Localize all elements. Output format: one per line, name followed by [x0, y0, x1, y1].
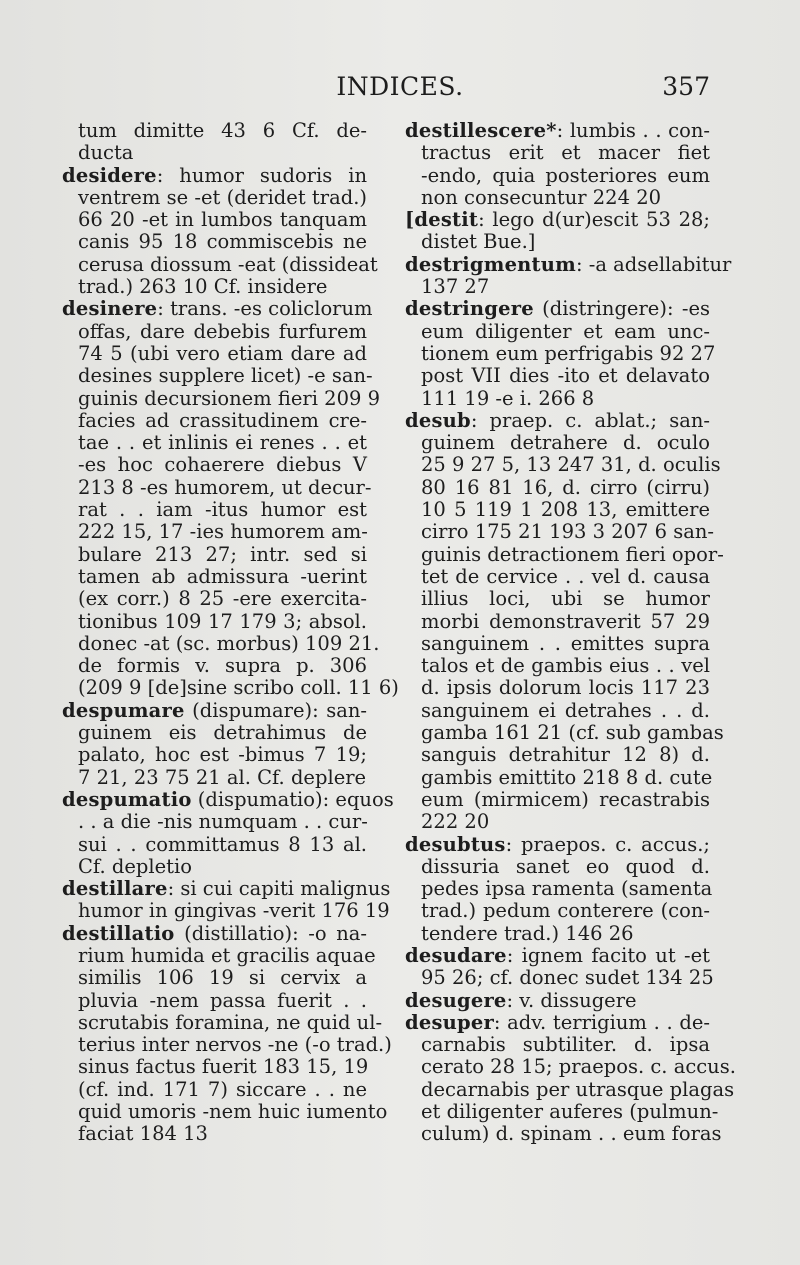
index-line: despumatio (dispumatio): equos	[62, 787, 394, 811]
index-line: rat . . iam -itus humor est	[78, 498, 367, 522]
index-line: distet Bue.]	[421, 230, 536, 254]
index-line: illius loci, ubi se humor	[421, 587, 710, 611]
index-line: trad.) pedum conterere (con-	[421, 899, 710, 923]
index-line: (cf. ind. 171 7) siccare . . ne	[78, 1077, 367, 1101]
index-line: quid umoris -nem huic iumento	[78, 1100, 388, 1124]
index-line: 213 8 -es humorem, ut decur-	[78, 475, 372, 499]
index-line: 222 15, 17 -ies humorem am-	[78, 520, 368, 544]
headword: desugere	[405, 988, 507, 1012]
index-line: despumare (dispumare): san-	[62, 698, 367, 722]
headword: destillatio	[62, 921, 175, 945]
headword: desinere	[62, 297, 158, 321]
index-line: offas, dare debebis furfurem	[78, 319, 367, 343]
index-line: desidere: humor sudoris in	[62, 163, 367, 187]
index-line: 111 19 -e i. 266 8	[421, 386, 595, 410]
index-line: desines supplere licet) -e san-	[78, 364, 373, 388]
index-line: cerusa diossum -eat (dissideat	[78, 252, 378, 276]
index-line: pluvia -nem passa fuerit . .	[78, 988, 367, 1012]
index-line: non consecuntur 224 20	[421, 185, 662, 209]
index-line: eum diligenter et eam unc-	[421, 319, 710, 343]
index-line: palato, hoc est -bimus 7 19;	[78, 743, 367, 767]
index-line: post VII dies -ito et delavato	[421, 364, 710, 388]
index-line: destrigmentum: -a adsellabitur	[405, 252, 732, 276]
index-line: cirro 175 21 193 3 207 6 san-	[421, 520, 714, 544]
index-line: rium humida et gracilis aquae	[78, 943, 376, 967]
index-line: 80 16 81 16, d. cirro (cirru)	[421, 475, 710, 499]
index-line: -es hoc cohaerere diebus V	[78, 453, 367, 477]
index-line: culum) d. spinam . . eum foras	[421, 1122, 722, 1146]
index-line: 66 20 -et in lumbos tanquam	[78, 208, 367, 232]
index-line: 25 9 27 5, 13 247 31, d. oculis	[421, 453, 721, 477]
index-line: -endo, quia posteriores eum	[421, 163, 710, 187]
index-line: et diligenter auferes (pulmun-	[421, 1100, 719, 1124]
headword: despumare	[62, 698, 185, 722]
index-line: humor in gingivas -verit 176 19	[78, 899, 390, 923]
index-line: tet de cervice . . vel d. causa	[421, 564, 710, 588]
index-line: trad.) 263 10 Cf. insidere	[78, 275, 328, 299]
index-line: desudare: ignem facito ut -et	[405, 943, 710, 967]
running-head: INDICES.	[336, 72, 464, 101]
index-line: faciat 184 13	[78, 1122, 208, 1146]
index-line: tamen ab admissura -uerint	[78, 564, 367, 588]
index-line: sanguinem . . emittes supra	[421, 631, 710, 655]
index-line: sinus factus fuerit 183 15, 19	[78, 1055, 369, 1079]
index-line: sanguinem ei detrahes . . d.	[421, 698, 710, 722]
index-line: terius inter nervos -ne (-o trad.)	[78, 1033, 392, 1057]
index-line: facies ad crassitudinem cre-	[78, 408, 367, 432]
index-line: guinis decursionem fieri 209 9	[78, 386, 381, 410]
index-line: desinere: trans. -es coliclorum	[62, 297, 373, 321]
index-line: de formis v. supra p. 306	[78, 654, 367, 678]
index-line: (ex corr.) 8 25 -ere exercita-	[78, 587, 367, 611]
index-line: bulare 213 27; intr. sed si	[78, 542, 367, 566]
headword: destillescere*	[405, 119, 557, 142]
index-line: canis 95 18 commiscebis ne	[78, 230, 367, 254]
index-line: desub: praep. c. ablat.; san-	[405, 408, 710, 432]
index-line: morbi demonstraverit 57 29	[421, 609, 710, 633]
index-line: d. ipsis dolorum locis 117 23	[421, 676, 710, 700]
index-line: guinem eis detrahimus de	[78, 721, 367, 745]
index-line: sanguis detrahitur 12 8) d.	[421, 743, 710, 767]
index-line: 7 21, 23 75 21 al. Cf. deplere	[78, 765, 367, 789]
index-line: gambis emittito 218 8 d. cute	[421, 765, 713, 789]
left-column	[62, 119, 399, 1146]
index-line: desugere: v. dissugere	[405, 988, 637, 1012]
headword: desubtus	[405, 832, 506, 856]
index-line: tionibus 109 17 179 3; absol.	[78, 609, 367, 633]
headword: [destit	[405, 208, 479, 232]
index-line: . . a die -nis numquam . . cur-	[78, 810, 368, 834]
index-line: eum (mirmicem) recastrabis	[421, 787, 710, 811]
headword: desuper	[405, 1010, 494, 1034]
index-line: destillare: si cui capiti malignus	[62, 877, 391, 901]
index-line: ducta	[78, 141, 134, 165]
headword: destrigmentum	[405, 252, 576, 276]
index-line: dissuria sanet eo quod d.	[421, 854, 710, 878]
headword: destringere	[405, 297, 534, 321]
index-line: similis 106 19 si cervix a	[78, 966, 367, 990]
index-line: destillatio (distillatio): -o na-	[62, 921, 367, 945]
index-line: guinis detractionem fieri opor-	[421, 542, 724, 566]
index-line: desubtus: praepos. c. accus.;	[405, 832, 710, 856]
index-line: desuper: adv. terrigium . . de-	[405, 1010, 710, 1034]
index-line: [destit: lego d(ur)escit 53 28;	[405, 208, 710, 232]
index-line: guinem detrahere d. oculo	[421, 431, 710, 455]
index-line: decarnabis per utrasque plagas	[421, 1077, 735, 1101]
index-line: Cf. depletio	[78, 854, 192, 878]
index-line: destringere (distringere): -es	[405, 297, 710, 321]
index-line: talos et de gambis eius . . vel	[421, 654, 710, 678]
index-line: 222 20	[421, 810, 490, 834]
index-line: sui . . committamus 8 13 al.	[78, 832, 367, 856]
index-line: destillescere*: lumbis . . con-	[405, 119, 710, 142]
headword: desidere	[62, 163, 157, 187]
index-line: ventrem se -et (deridet trad.)	[78, 185, 367, 209]
index-line: cerato 28 15; praepos. c. accus.	[421, 1055, 736, 1079]
headword: despumatio	[62, 787, 192, 811]
index-line: tendere trad.) 146 26	[421, 921, 634, 945]
index-line: tum dimitte 43 6 Cf. de-	[78, 119, 367, 142]
right-column	[405, 119, 736, 1146]
index-line: gamba 161 21 (cf. sub gambas	[421, 721, 724, 745]
index-line: (209 9 [de]sine scribo coll. 11 6)	[78, 676, 399, 700]
index-line: 137 27	[421, 275, 490, 299]
index-line: donec -at (sc. morbus) 109 21.	[78, 631, 380, 655]
index-line: 95 26; cf. donec sudet 134 25	[421, 966, 714, 990]
index-line: carnabis subtiliter. d. ipsa	[421, 1033, 710, 1057]
index-line: tae . . et inlinis ei renes . . et	[78, 431, 367, 455]
index-line: 10 5 119 1 208 13, emittere	[421, 498, 710, 522]
index-line: pedes ipsa ramenta (samenta	[421, 877, 713, 901]
headword: desub	[405, 408, 471, 432]
headword: destillare	[62, 877, 168, 901]
index-line: scrutabis foramina, ne quid ul-	[78, 1010, 383, 1034]
index-line: tionem eum perfrigabis 92 27	[421, 341, 716, 365]
page-number: 357	[662, 72, 710, 101]
headword: desudare	[405, 943, 507, 967]
index-line: tractus erit et macer fiet	[421, 141, 710, 165]
index-line: 74 5 (ubi vero etiam dare ad	[78, 341, 367, 365]
